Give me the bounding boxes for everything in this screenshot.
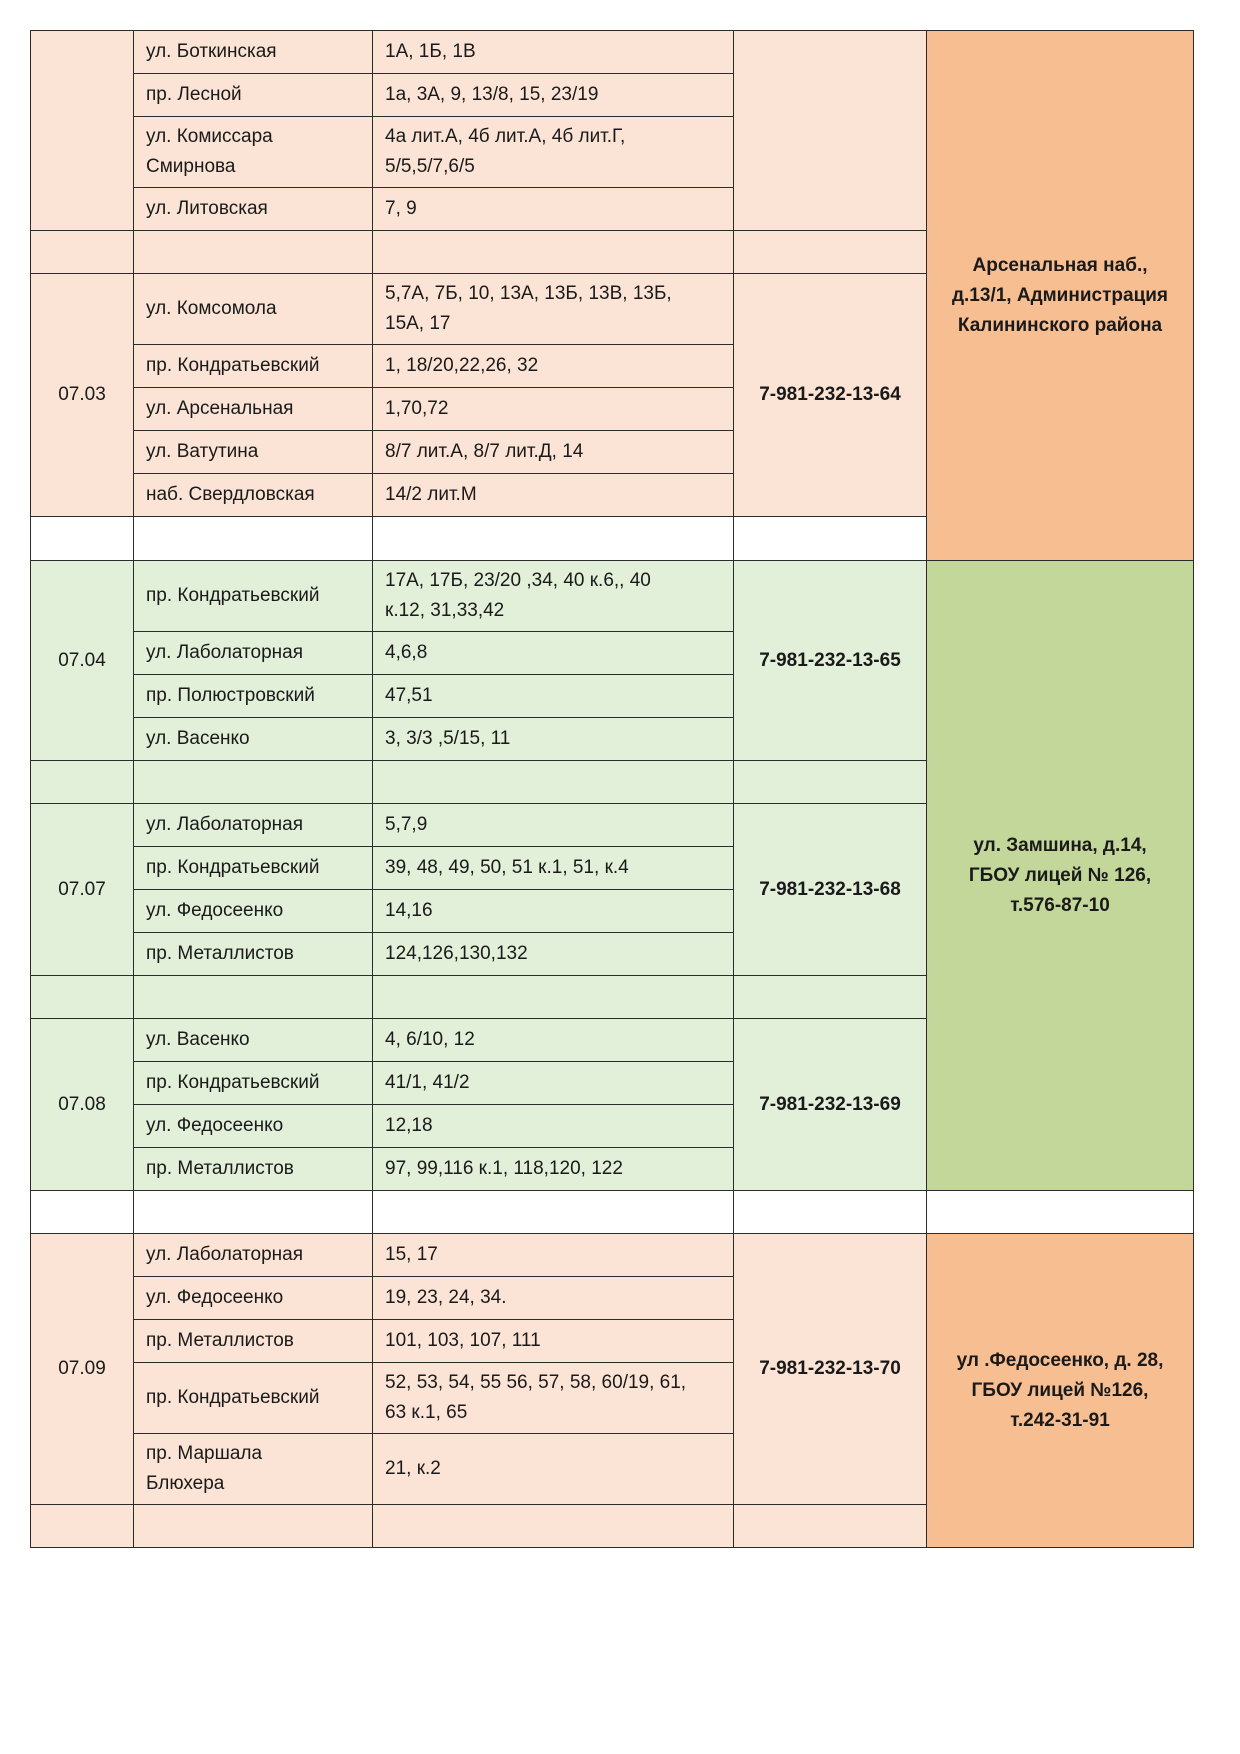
- street-cell: пр. Кондратьевский: [134, 847, 373, 890]
- separator-cell: [927, 1191, 1194, 1234]
- houses-cell: 1,70,72: [373, 388, 734, 431]
- houses-cell: 17А, 17Б, 23/20 ,34, 40 к.6,, 40 к.12, 31,33,42: [373, 561, 734, 632]
- street-cell: ул. Лаболаторная: [134, 804, 373, 847]
- street-cell: ул. Арсенальная: [134, 388, 373, 431]
- date-cell: 07.07: [31, 804, 134, 976]
- houses-cell: 5,7А, 7Б, 10, 13А, 13Б, 13В, 13Б, 15А, 17: [373, 274, 734, 345]
- phone-cell: 7-981-232-13-68: [734, 804, 927, 976]
- spacer-cell: [373, 231, 734, 274]
- spacer-cell: [734, 761, 927, 804]
- street-cell: ул. Комсомола: [134, 274, 373, 345]
- houses-cell: 12,18: [373, 1105, 734, 1148]
- separator-cell: [734, 1191, 927, 1234]
- location-cell: ул .Федосеенко, д. 28, ГБОУ лицей №126, т.242-31-91: [927, 1234, 1194, 1548]
- street-cell: пр. Полюстровский: [134, 675, 373, 718]
- houses-cell: 8/7 лит.А, 8/7 лит.Д, 14: [373, 431, 734, 474]
- houses-cell: 52, 53, 54, 55 56, 57, 58, 60/19, 61, 63 к.1, 65: [373, 1363, 734, 1434]
- street-cell: ул. Лаболаторная: [134, 1234, 373, 1277]
- houses-cell: 19, 23, 24, 34.: [373, 1277, 734, 1320]
- date-cell: 07.04: [31, 561, 134, 761]
- street-cell: ул. Федосеенко: [134, 1105, 373, 1148]
- houses-cell: 4, 6/10, 12: [373, 1019, 734, 1062]
- phone-cell: 7-981-232-13-64: [734, 274, 927, 517]
- street-cell: ул. Ватутина: [134, 431, 373, 474]
- separator-cell: [373, 517, 734, 561]
- date-cell: 07.09: [31, 1234, 134, 1505]
- location-cell: ул. Замшина, д.14, ГБОУ лицей № 126, т.576-87-10: [927, 561, 1194, 1191]
- polling-schedule-table: [30, 30, 1194, 1548]
- date-cell: [31, 31, 134, 231]
- houses-cell: 15, 17: [373, 1234, 734, 1277]
- street-cell: пр. Кондратьевский: [134, 345, 373, 388]
- street-cell: ул. Васенко: [134, 1019, 373, 1062]
- spacer-cell: [31, 761, 134, 804]
- houses-cell: 4а лит.А, 4б лит.А, 4б лит.Г, 5/5,5/7,6/5: [373, 117, 734, 188]
- separator-cell: [31, 517, 134, 561]
- spacer-cell: [31, 976, 134, 1019]
- location-cell: Арсенальная наб., д.13/1, Администрация Калининского района: [927, 31, 1194, 561]
- spacer-cell: [373, 976, 734, 1019]
- street-cell: ул. Комиссара Смирнова: [134, 117, 373, 188]
- spacer-cell: [373, 1505, 734, 1548]
- street-cell: пр. Лесной: [134, 74, 373, 117]
- spacer-cell: [134, 976, 373, 1019]
- street-cell: ул. Литовская: [134, 188, 373, 231]
- houses-cell: 5,7,9: [373, 804, 734, 847]
- houses-cell: 21, к.2: [373, 1434, 734, 1505]
- street-cell: пр. Маршала Блюхера: [134, 1434, 373, 1505]
- houses-cell: 101, 103, 107, 111: [373, 1320, 734, 1363]
- houses-cell: 4,6,8: [373, 632, 734, 675]
- houses-cell: 14/2 лит.М: [373, 474, 734, 517]
- houses-cell: 97, 99,116 к.1, 118,120, 122: [373, 1148, 734, 1191]
- date-cell: 07.08: [31, 1019, 134, 1191]
- phone-cell: [734, 31, 927, 231]
- spacer-cell: [134, 761, 373, 804]
- houses-cell: 7, 9: [373, 188, 734, 231]
- spacer-cell: [734, 976, 927, 1019]
- street-cell: пр. Металлистов: [134, 1320, 373, 1363]
- houses-cell: 41/1, 41/2: [373, 1062, 734, 1105]
- spacer-cell: [134, 1505, 373, 1548]
- street-cell: пр. Кондратьевский: [134, 561, 373, 632]
- houses-cell: 3, 3/3 ,5/15, 11: [373, 718, 734, 761]
- separator-cell: [134, 1191, 373, 1234]
- spacer-cell: [31, 1505, 134, 1548]
- spacer-cell: [31, 231, 134, 274]
- phone-cell: 7-981-232-13-70: [734, 1234, 927, 1505]
- houses-cell: 1, 18/20,22,26, 32: [373, 345, 734, 388]
- street-cell: наб. Свердловская: [134, 474, 373, 517]
- houses-cell: 124,126,130,132: [373, 933, 734, 976]
- separator-cell: [134, 517, 373, 561]
- separator-cell: [31, 1191, 134, 1234]
- spacer-cell: [734, 1505, 927, 1548]
- houses-cell: 47,51: [373, 675, 734, 718]
- street-cell: пр. Кондратьевский: [134, 1062, 373, 1105]
- phone-cell: 7-981-232-13-69: [734, 1019, 927, 1191]
- houses-cell: 1а, 3А, 9, 13/8, 15, 23/19: [373, 74, 734, 117]
- street-cell: ул. Боткинская: [134, 31, 373, 74]
- houses-cell: 1А, 1Б, 1В: [373, 31, 734, 74]
- separator-cell: [373, 1191, 734, 1234]
- houses-cell: 39, 48, 49, 50, 51 к.1, 51, к.4: [373, 847, 734, 890]
- date-cell: 07.03: [31, 274, 134, 517]
- street-cell: ул. Васенко: [134, 718, 373, 761]
- street-cell: пр. Металлистов: [134, 933, 373, 976]
- street-cell: ул. Федосеенко: [134, 1277, 373, 1320]
- street-cell: пр. Кондратьевский: [134, 1363, 373, 1434]
- phone-cell: 7-981-232-13-65: [734, 561, 927, 761]
- spacer-cell: [373, 761, 734, 804]
- spacer-cell: [734, 231, 927, 274]
- spacer-cell: [134, 231, 373, 274]
- street-cell: пр. Металлистов: [134, 1148, 373, 1191]
- street-cell: ул. Федосеенко: [134, 890, 373, 933]
- street-cell: ул. Лаболаторная: [134, 632, 373, 675]
- houses-cell: 14,16: [373, 890, 734, 933]
- separator-cell: [734, 517, 927, 561]
